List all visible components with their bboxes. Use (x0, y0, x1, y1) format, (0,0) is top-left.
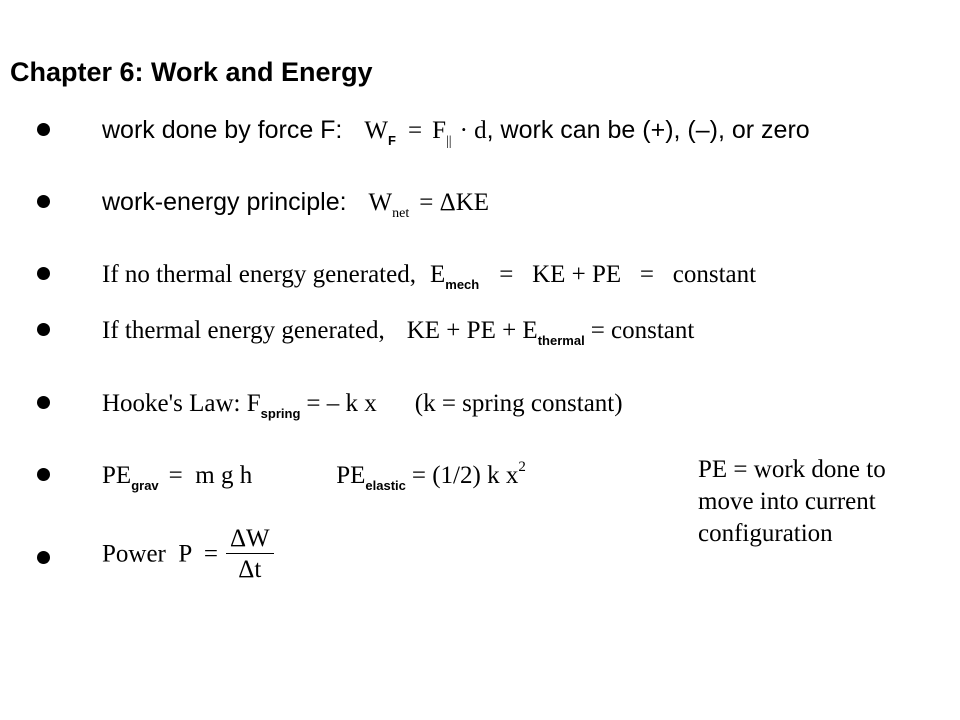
bullet-text (102, 526, 274, 582)
bullet-dot (37, 123, 50, 136)
bullet-text (102, 390, 623, 421)
thermal-label: If thermal energy generated, (102, 317, 385, 344)
no-thermal-rhs: = KE + PE = constant (499, 261, 757, 288)
bullet-dot (37, 396, 50, 409)
bullet-text (102, 188, 490, 221)
squared-superscript: 2 (518, 459, 526, 475)
work-symbol: W (364, 117, 388, 144)
work-label: work done by force F: (102, 116, 343, 144)
work-subscript: F (388, 133, 396, 148)
slide-title: Chapter 6: Work and Energy (10, 57, 373, 87)
hooke-rhs: = – k x (306, 390, 377, 417)
emech-subscript: mech (445, 277, 480, 292)
wnet-subscript: net (392, 206, 410, 221)
grav-subscript: grav (131, 478, 159, 493)
work-sign-note: , work can be (+), (–), or zero (486, 116, 810, 144)
hooke-label: Hooke's Law: F (102, 390, 261, 417)
pe-grav-symbol: PE (102, 462, 132, 489)
power-fraction (226, 526, 274, 582)
thermal-lhs: KE + PE + E (406, 317, 538, 344)
wep-rhs: = ΔKE (419, 189, 490, 216)
force-symbol: F (432, 117, 446, 144)
bullet-text (102, 317, 695, 348)
parallel-subscript: || (445, 134, 452, 149)
wep-label: work-energy principle: (102, 188, 347, 216)
power-denominator: Δt (238, 556, 262, 583)
elastic-subscript: elastic (365, 478, 406, 493)
pe-elastic-rhs: = (1/2) k x (411, 462, 519, 489)
bullet-dot (37, 267, 50, 280)
bullet-text (102, 459, 526, 493)
bullet-text (102, 116, 810, 149)
pe-grav-rhs: = m g h (168, 462, 253, 489)
bullet-dot (37, 195, 50, 208)
pe-elastic-symbol: PE (336, 462, 366, 489)
spring-subscript: spring (260, 406, 301, 421)
power-label: Power P = (102, 540, 218, 568)
emech-symbol: E (429, 261, 446, 288)
bullet-dot (37, 551, 50, 564)
bullet-dot (37, 468, 50, 481)
bullet-text (102, 261, 757, 292)
equals-sign: = (407, 117, 423, 144)
no-thermal-label: If no thermal energy generated, (102, 261, 416, 288)
power-numerator: ΔW (226, 526, 274, 554)
wnet-symbol: W (368, 189, 393, 216)
potential-energy-note: PE = work done to move into current configuration (698, 456, 886, 547)
spring-constant-note: (k = spring constant) (414, 390, 623, 417)
distance-term: · d (459, 117, 487, 144)
ethermal-subscript: thermal (537, 333, 585, 348)
thermal-rhs: = constant (590, 317, 695, 344)
bullet-dot (37, 323, 50, 336)
